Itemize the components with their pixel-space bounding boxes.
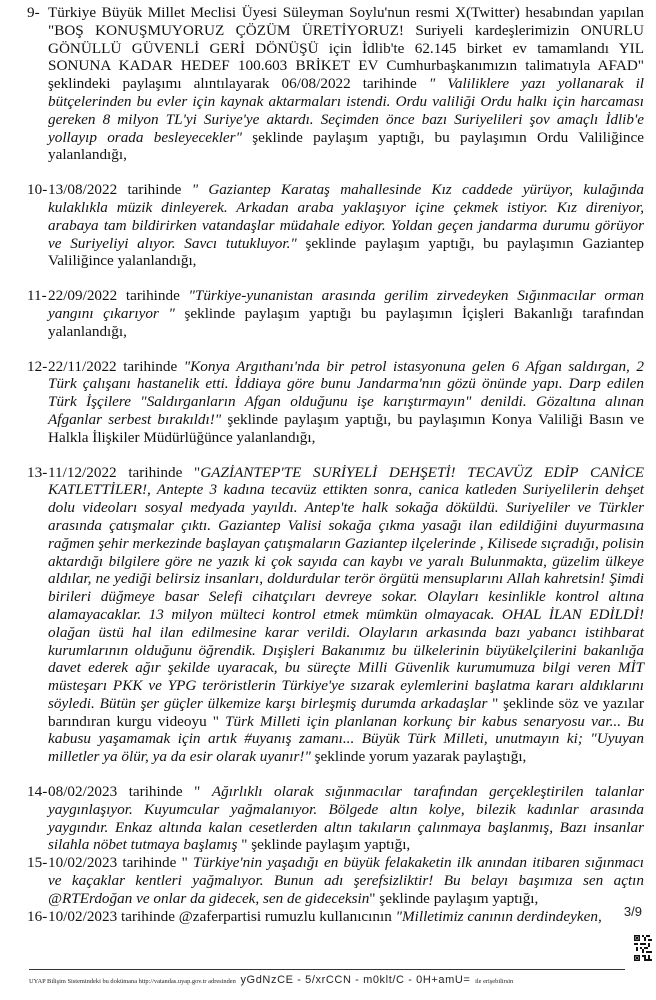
footer-suffix: ile erişebilirsin <box>475 978 514 985</box>
item-number: 16- <box>27 907 48 925</box>
quoted-post: Türkiye'nin yaşadığı en büyük felakaketin ilk anından itibaren sığınmacı ve kaçaklar kentleri yağmalıyor. Bunun adı şerefsizliktir! Bu belayı başımıza sen açtın @RTErdoğan ve onlar da gidecek, sen de gideceksin <box>48 854 644 907</box>
quoted-post: "Konya Argıthanı'nda bir petrol istasyonuna gelen 6 Afgan saldırgan, 2 Türk çalışanı hastanelik etti. İddiaya göre bunu Jandarma'nın gözü önünde yapı. Darp edilen Türk İşçilere "Saldırganların Afgan olduğunu işe karıştırmayın" denildi. Gözaltına alınan Afganlar serbest bırakıldı!" <box>48 357 645 428</box>
item-text: Türkiye Büyük Millet Meclisi Üyesi Süleyman Soylu'nun resmi X(Twitter) hesabından yapılan "BOŞ KONUŞMUYORUZ ÇÖZÜM ÜRETİYORUZ! Suriyeli kardeşlerimizin ONURLU GÖNÜLLÜ GÜVENLİ GERİ DÖNÜŞÜ için İdlib'te 62.145 birket ev tamamlandı YIL SONUNA KADAR HEDEF 100.603 BRİKET EV Cumhurbaşkanımızın talimatıyla AFAD" şeklindeki paylaşımı alıntılayarak 06/08/2022 tarihinde <box>48 4 644 93</box>
item-text: 10/02/2023 tarihinde @zaferpartisi rumuzlu kullanıcının <box>48 907 396 925</box>
list-item <box>27 464 644 767</box>
qr-code-icon <box>634 935 652 961</box>
item-text: " şeklinde paylaşım yaptığı, <box>369 889 539 907</box>
item-text: 08/02/2023 tarihinde " <box>48 783 212 801</box>
list-item <box>27 181 644 270</box>
list-item <box>27 783 644 854</box>
item-text: şeklinde paylaşım yaptığı, bu paylaşımın Konya Valiliği Basın ve Halkla İlişkiler Müdürlüğünce yalanlandığı, <box>48 410 644 446</box>
item-text: şeklinde yorum yazarak paylaştığı, <box>310 748 527 766</box>
item-text: 13/08/2022 tarihinde <box>48 181 192 199</box>
item-list <box>27 4 644 925</box>
item-number: 13- <box>27 463 48 481</box>
footer <box>29 974 513 986</box>
item-text: 22/11/2022 tarihinde <box>48 357 184 375</box>
list-item <box>27 854 644 907</box>
item-text: 11/12/2022 tarihinde " <box>48 463 201 481</box>
quoted-post: " Valiliklere yazı yollanarak il bütçelerinden bu evler için kaynak aktarmaları istendi. Ordu valiliği Ordu halkı için harcaması gereken 8 milyon TL'yi Suriye'ye aktardı. Seçimden önce bazı Suriyelileri şov amaçlı İdlib'e yollayıp orada besleyecekler" <box>48 75 645 146</box>
quoted-post: " Gaziantep Karataş mahallesinde Kız caddede yürüyor, kulağında kulaklıkla müzik dinleyerek. Arkadan araba yaklaşıyor içine çekmek istiyor. Kız direniyor, arabaya tam bildirirken vatandaşlar müdahale ediyor. Yoldan geçen jandarma durumu görüyor ve Suriyeliyi alıyor. Savcı tutukluyor." <box>48 181 645 252</box>
item-text: 10/02/2023 tarihinde " <box>48 854 194 872</box>
item-text: şeklinde paylaşım yaptığı, bu paylaşımın Ordu Valiliğince yalanlandığı, <box>48 128 644 164</box>
footer-prefix: UYAP Bilişim Sistemindeki bu dokümana http://vatandas.uyap.gov.tr adresinden <box>29 978 236 985</box>
item-text: " şeklinde paylaşım yaptığı, <box>237 836 411 854</box>
item-number: 15- <box>27 854 48 872</box>
quoted-post: "Türkiye-yunanistan arasında gerilim zirvedeyken Sığınmacılar orman yangını çıkarıyor " <box>48 287 644 322</box>
footer-divider <box>29 969 625 970</box>
item-number: 14- <box>27 783 48 801</box>
quoted-post: Ağırlıklı olarak sığınmacılar tarafından gerçekleştirilen talanlar yaygınlaşıyor. Kuyumcular yağmalanıyor. Bölgede altın kolye, bilezik kadınlar arasında yaygındır. Enkaz altında kalan cesetlerden altın takıların çalınmaya başlanmış, Bazı insanlar silahla nöbet tutmaya başlamış <box>48 783 645 854</box>
quoted-post: "Milletimiz canının derdindeyken, <box>395 907 602 925</box>
list-item <box>27 358 644 447</box>
item-number: 11- <box>27 287 47 305</box>
quoted-post: Türk Milleti için planlanan korkunç bir kabus senaryosu var... Bu kabusu yaşamamak için artık #uyanış zamanı... Büyük Türk Milleti, unutmayın ki; "Uyuyan milletler ya ölür, ya da esir olarak uyanır!" <box>48 712 644 766</box>
verification-code: yGdNzCE - 5/xrCCN - m0klt/C - 0H+amU= <box>240 974 471 986</box>
list-item <box>27 287 644 340</box>
list-item <box>27 4 644 164</box>
item-number: 12- <box>27 357 48 375</box>
item-text: şeklinde paylaşım yaptığı bu paylaşımın İçişleri Bakanlığı tarafından yalanlandığı, <box>48 304 644 340</box>
item-number: 9- <box>27 4 40 21</box>
item-text: 22/09/2022 tarihinde <box>48 287 189 305</box>
page-number: 3/9 <box>623 904 642 919</box>
item-text: " şeklinde söz ve yazılar barındıran kurgu videoyu " <box>48 694 644 730</box>
item-number: 10- <box>27 181 48 199</box>
list-item <box>27 908 644 926</box>
quoted-post: GAZİANTEP'TE SURİYELİ DEHŞETİ! TECAVÜZ EDİP CANİCE KATLETTİLER!, Antepte 3 kadına tecavüz ettikten sonra, canica katleden Suriyelilerin dehşet dolu videoları sosyal medyada yayıldı. Antep'te halk sokağa döküldü. Suriyeliler ve Türkler arasında çatışmalar çıktı. Gaziantep Valisi sokağa çıkma yasağı ilan edildiğini duyurmasına rağmen şehir merkezinde başlayan çatışmaların Gaziantep ilçelerinde , Kilisede sıçradığı, polisin aktardığı bilgilere göre ne yazık ki çok sayıda can kaybı ve yaralı Bulunmakta, güzelim ülkeye aldılar, ne yediği belirsiz insanları, doldurdular terör örgütü mensuplarını Allah kahretsin! Şimdi birileri düğmeye basar Selefi cihatçıları devreye sokar. Olayları kesinlikle kontrol altına alamayacaklar. 13 milyon mülteci kontrol etmek mümkün olmayacak. OHAL İLAN EDİLDİ! olağan üstü hal ilan edilmesine karar verildi. Olayların arkasında bazı yabancı istihbarat kurumlarının olduğunu öğrendik. Dışişleri Bakanımız bu ülkelerinin büyükelçilerini bakanlığa davet ederek ağır şekilde uyaracak, bu süreçte Milli Güvenlik kurumumuza bilgi veren MİT müsteşarı PKK ve YPG teröristlerin Türkiye'ye sızarak eylemlerini başlatma kararı aldıklarını söyledi. Bütün şer güçler ülkemize karşı birleşmiş durumda arkadaşlar <box>48 463 644 712</box>
item-text: şeklinde paylaşım yaptığı, bu paylaşımın Gaziantep Valiliğince yalanlandığı, <box>48 234 644 270</box>
